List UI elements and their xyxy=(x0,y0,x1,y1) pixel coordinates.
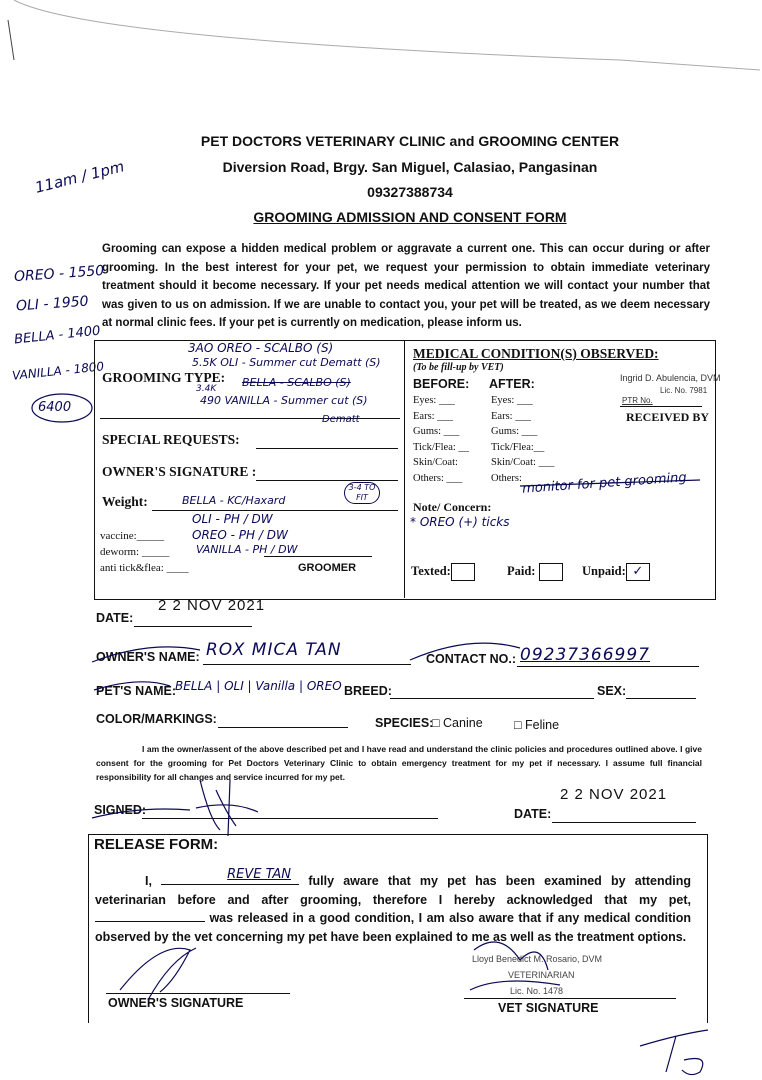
initials-mark xyxy=(640,1030,708,1075)
unpaid-label: Unpaid: ✓ xyxy=(582,563,650,581)
vet-stamp-name-1: Ingrid D. Abulencia, DVM xyxy=(620,373,721,383)
breed-label: BREED: xyxy=(344,684,392,698)
pet-name-label: PET'S NAME: xyxy=(96,684,177,698)
species-canine-option[interactable]: □ Canine xyxy=(432,716,483,730)
margin-oreo-price: OREO - 1550 xyxy=(13,262,105,286)
medical-title: MEDICAL CONDITION(S) OBSERVED: xyxy=(413,346,659,361)
date2-value: 2 2 NOV 2021 xyxy=(560,786,668,803)
clinic-address: Diversion Road, Brgy. San Miguel, Calasiao, Pangasinan xyxy=(222,159,598,175)
grooming-line-1: 3AO OREO - SCALBO (S) xyxy=(188,341,334,355)
grooming-line-4: 3.4K xyxy=(196,384,217,394)
groomer-label: GROOMER xyxy=(298,562,357,574)
before-label: BEFORE: xyxy=(413,377,470,391)
texted-label: Texted: xyxy=(411,563,475,581)
weight-line-2: 3-4 TO FIT xyxy=(344,482,380,504)
special-requests-label: SPECIAL REQUESTS: xyxy=(102,432,240,447)
owner-name-strike xyxy=(92,647,200,662)
others-line xyxy=(520,480,700,486)
received-by-label: RECEIVED BY xyxy=(626,410,710,424)
sex-label: SEX: xyxy=(597,684,627,698)
signed-label: SIGNED: xyxy=(94,803,147,817)
grooming-line-5: 490 VANILLA - Summer cut (S) xyxy=(200,394,368,407)
contact-value: 09237366997 xyxy=(520,645,650,665)
date-label: DATE: xyxy=(96,611,134,625)
vet-stamp-lic-2: Lic. No. 1478 xyxy=(510,986,564,996)
color-markings-label: COLOR/MARKINGS: xyxy=(96,712,217,726)
species-label: SPECIES: xyxy=(375,716,434,730)
owner-signature-label: OWNER'S SIGNATURE : xyxy=(102,464,257,479)
date2-label: DATE: xyxy=(514,807,552,821)
weight-label: Weight: xyxy=(102,494,148,509)
margin-circle xyxy=(32,394,92,422)
vet-stamp-name-2: Lloyd Benedict M. Rosario, DVM xyxy=(472,954,603,964)
note-label: Note/ Concern: xyxy=(413,500,492,514)
weight-line-3: OLI - PH / DW xyxy=(192,512,273,526)
margin-oli-price: OLI - 1950 xyxy=(15,293,90,315)
release-paragraph: I, REVE TAN fully aware that my pet has been examined by attending veterinarian before and after grooming, therefore I hereby acknowledged that my pet, was released in a good condition, I am also aware that if any medical condition observed by the vet concerning my pet have been explained to me as well as the treatment options. xyxy=(95,867,691,944)
signed-strike xyxy=(92,809,190,818)
grooming-line-2: 5.5K OLI - Summer cut Dematt (S) xyxy=(192,356,381,369)
before-rows: Eyes: ___ Ears: ___ Gums: ___ Tick/Flea: __ Skin/Coat: Others: ___ xyxy=(413,395,469,484)
vet-signature-caption: VET SIGNATURE xyxy=(498,1001,599,1015)
deworm-label: deworm: _____ xyxy=(100,546,170,558)
form-title: GROOMING ADMISSION AND CONSENT FORM xyxy=(253,209,567,225)
margin-vanilla-price: VANILLA - 1800 xyxy=(11,359,105,383)
grooming-line-3: BELLA - SCALBO (S) xyxy=(242,376,351,389)
medical-subtitle: (To be fill-up by VET) xyxy=(413,362,504,373)
vet-signature-mark xyxy=(470,942,560,990)
weight-line-1: BELLA - KC/Haxard xyxy=(182,494,286,507)
weight-line-5: VANILLA - PH / DW xyxy=(196,543,298,556)
release-name-value: REVE TAN xyxy=(227,867,291,882)
after-rows: Eyes: ___ Ears: ___ Gums: ___ Tick/Flea:__ Skin/Coat: ___ Others: xyxy=(491,395,555,484)
clinic-name: PET DOCTORS VETERINARY CLINIC and GROOMING CENTER xyxy=(200,133,620,149)
after-label: AFTER: xyxy=(489,377,535,391)
clinic-phone: 09327388734 xyxy=(367,184,453,200)
vet-stamp-lic-1: Lic. No. 7981 xyxy=(660,386,708,395)
antitick-label: anti tick&flea: ____ xyxy=(100,562,189,574)
vet-stamp-title-2: VETERINARIAN xyxy=(508,970,575,980)
owner-signature-caption: OWNER'S SIGNATURE xyxy=(108,996,244,1010)
others-note: monitor for pet grooming xyxy=(521,470,688,497)
margin-vanilla-sub: 6400 xyxy=(38,400,72,415)
contact-strike xyxy=(410,643,520,660)
contact-label: CONTACT NO.: xyxy=(426,652,517,666)
unpaid-checkmark: ✓ xyxy=(632,564,644,579)
note-text: * OREO (+) ticks xyxy=(410,515,510,529)
signed-signature xyxy=(196,780,258,836)
pet-name-strike xyxy=(94,682,170,690)
weight-line-4: OREO - PH / DW xyxy=(192,528,288,542)
margin-bella-price: BELLA - 1400 xyxy=(13,323,102,348)
owner-name-label: OWNER'S NAME: xyxy=(96,650,200,664)
consent-paragraph: I am the owner/assent of the above described pet and I have read and understand the clinic policies and procedures outlined above. I give consent for the grooming for Pet Doctors Veterinary Clinic to obtain emergency treatment for my pet if necessary. I assume full financial responsibility for all changes and service incurred for my pet. xyxy=(96,744,702,782)
vet-stamp-ptr-1: PTR No. xyxy=(622,396,653,405)
owner-name-value: ROX MICA TAN xyxy=(206,640,342,660)
paid-label: Paid: xyxy=(507,563,563,581)
vaccine-label: vaccine:_____ xyxy=(100,530,165,542)
grooming-type-label: GROOMING TYPE: xyxy=(102,370,226,385)
release-title: RELEASE FORM: xyxy=(94,836,219,853)
margin-time-note: 11am / 1pm xyxy=(33,157,126,197)
owner-signature-mark xyxy=(120,948,196,1000)
species-feline-option[interactable]: □ Feline xyxy=(514,718,560,732)
grooming-line-6: Dematt xyxy=(322,414,360,425)
pet-name-value: BELLA | OLI | Vanilla | OREO xyxy=(175,679,342,693)
footer-initials xyxy=(686,1040,687,1041)
intro-paragraph: Grooming can expose a hidden medical problem or aggravate a current one. This can occur during or after grooming. In the best interest for your pet, we request your permission to obtain immediate veterinary treatment should it become necessary. If your pet needs medical attention we will contact your number that was given to us on admission. If we are unable to contact you, your pet will be treated, as we deem necessary at normal clinic fees. If your pet is currently on medication, please inform us. xyxy=(102,243,710,330)
date-value: 2 2 NOV 2021 xyxy=(158,597,266,614)
